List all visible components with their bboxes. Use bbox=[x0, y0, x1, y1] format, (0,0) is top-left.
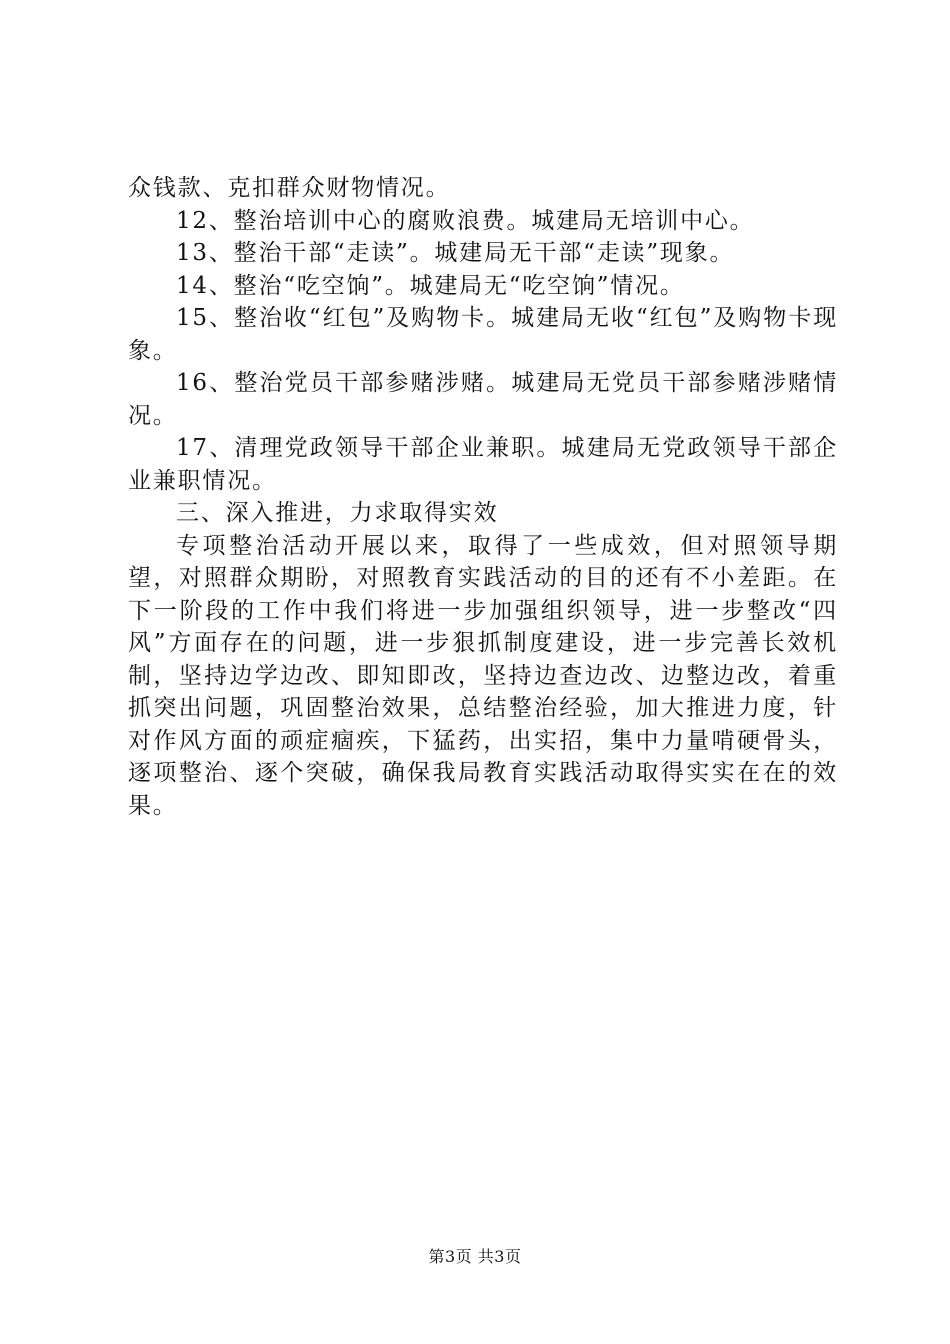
paragraph-summary: 专项整治活动开展以来，取得了一些成效，但对照领导期望，对照群众期盼，对照教育实践活动的目的还有不小差距。在下一阶段的工作中我们将进一步加强组织领导，进一步整改“四风”方面存在的问题，进一步狠抓制度建设，进一步完善长效机制，坚持边学边改、即知即改，坚持边查边改、边整边改，着重抓突出问题，巩固整治效果，总结整治经验，加大推进力度，针对作风方面的顽症痼疾，下猛药，出实招，集中力量啃硬骨头，逐项整治、逐个突破，确保我局教育实践活动取得实实在在的效果。 bbox=[128, 532, 838, 819]
page-footer: 第3页 共3页 bbox=[428, 1247, 522, 1266]
paragraph-item-13: 13、整治干部“走读”。城建局无干部“走读”现象。 bbox=[176, 240, 735, 266]
paragraph-item-15: 15、整治收“红包”及购物卡。城建局无收“红包”及购物卡现象。 bbox=[128, 305, 838, 364]
paragraph-item-12: 12、整治培训中心的腐败浪费。城建局无培训中心。 bbox=[176, 207, 755, 234]
section-heading-3: 三、深入推进，力求取得实效 bbox=[176, 500, 499, 526]
document-body bbox=[128, 172, 838, 822]
paragraph-item-17: 17、清理党政领导干部企业兼职。城建局无党政领导干部企业兼职情况。 bbox=[128, 435, 838, 494]
paragraph-item-14: 14、整治“吃空饷”。城建局无“吃空饷”情况。 bbox=[176, 272, 685, 299]
paragraph-item-16: 16、整治党员干部参赌涉赌。城建局无党员干部参赌涉赌情况。 bbox=[128, 370, 838, 429]
paragraph-continuation: 众钱款、克扣群众财物情况。 bbox=[128, 175, 451, 201]
